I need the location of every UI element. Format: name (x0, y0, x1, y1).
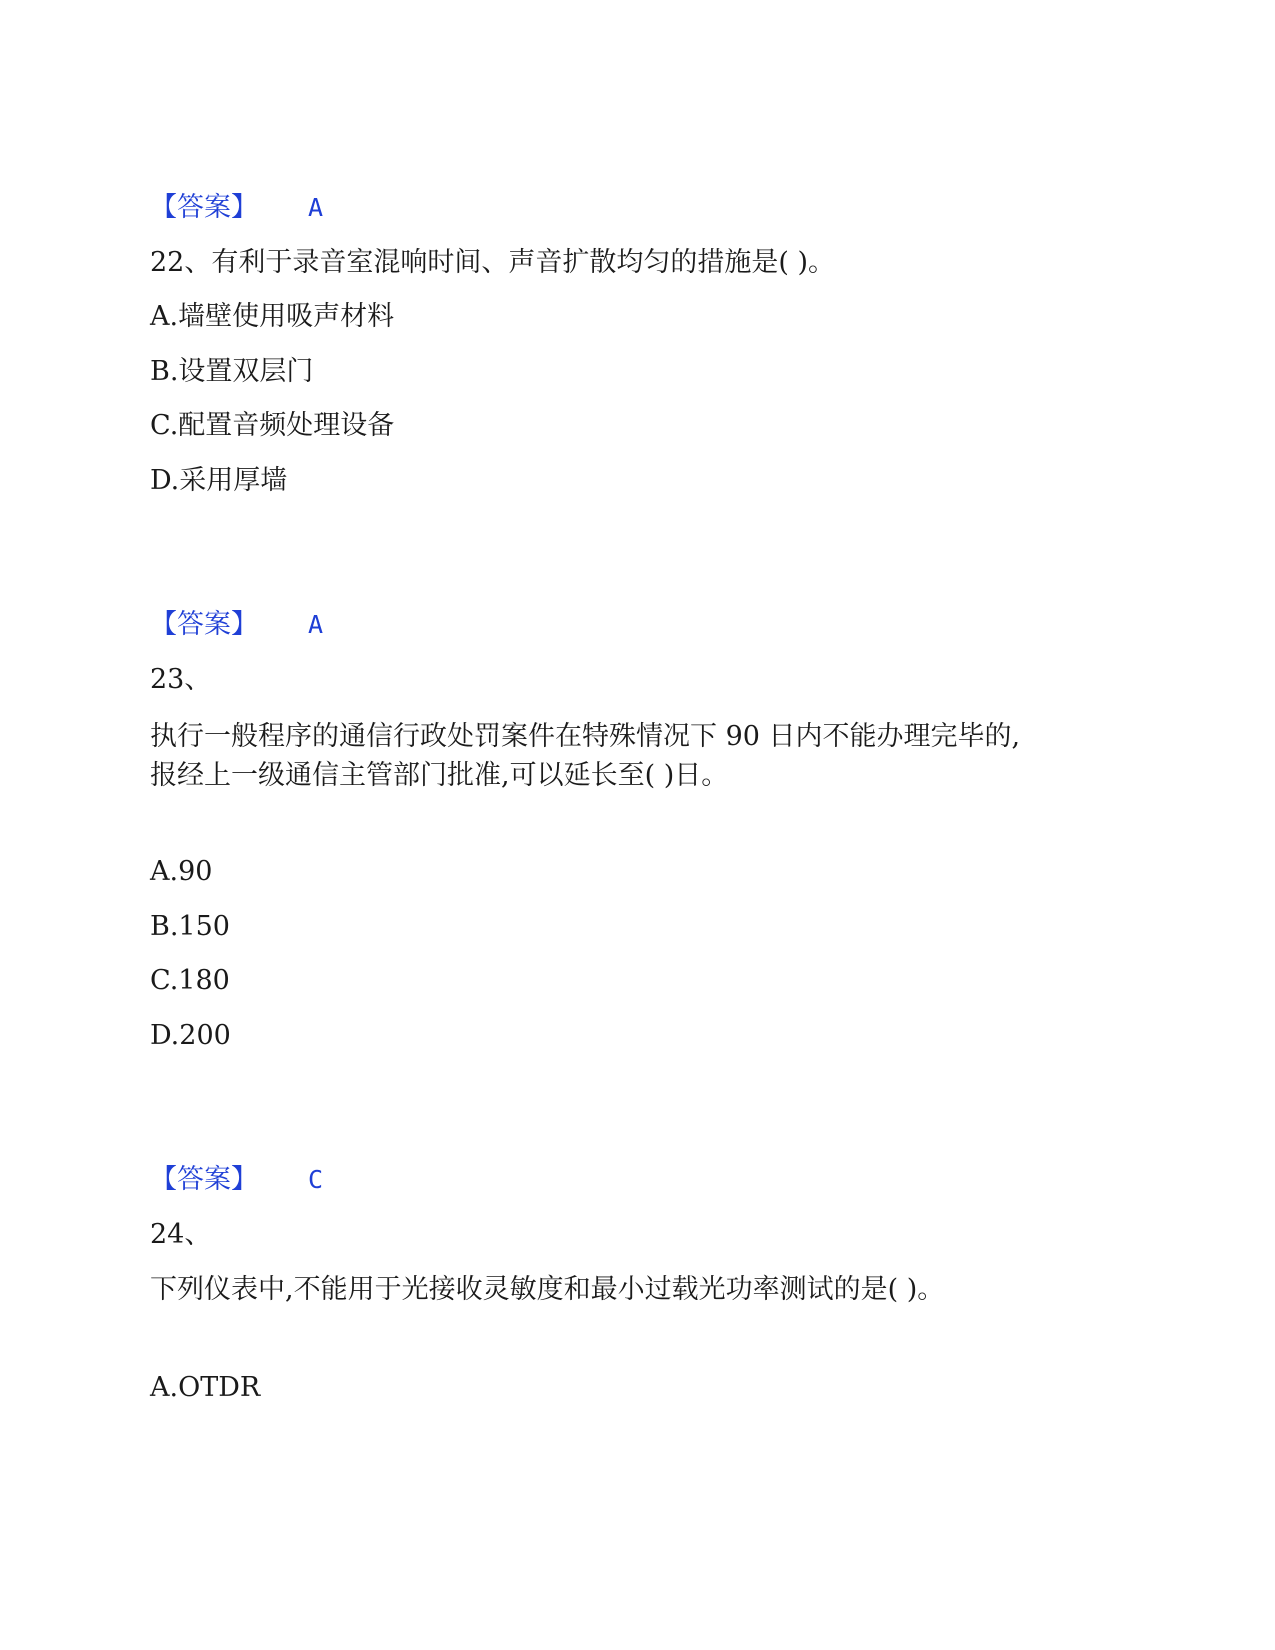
question-24-number: 24、 (150, 1219, 212, 1250)
answer-line (150, 1163, 324, 1197)
option-d: D.200 (150, 1020, 231, 1051)
option-b: B.设置双层门 (150, 356, 314, 387)
option-a: A.墙壁使用吸声材料 (150, 301, 395, 332)
answer-value: A (308, 610, 324, 639)
question-22-text: 22、有利于录音室混响时间、声音扩散均匀的措施是( )。 (150, 247, 836, 278)
option-d: D.采用厚墙 (150, 465, 288, 496)
option-a: A.90 (150, 856, 213, 887)
option-c: C.配置音频处理设备 (150, 410, 395, 441)
answer-label: 【答案】 (150, 192, 258, 223)
option-c: C.180 (150, 965, 230, 996)
question-24-stem: 下列仪表中,不能用于光接收灵敏度和最小过载光功率测试的是( )。 (150, 1274, 945, 1305)
answer-line (150, 191, 324, 225)
answer-label: 【答案】 (150, 1164, 258, 1195)
question-23-number: 23、 (150, 664, 212, 695)
answer-value: C (308, 1165, 324, 1194)
question-23-stem-line-1: 执行一般程序的通信行政处罚案件在特殊情况下 90 日内不能办理完毕的, (150, 721, 1021, 752)
option-a: A.OTDR (150, 1372, 261, 1403)
answer-value: A (308, 193, 324, 222)
option-b: B.150 (150, 911, 230, 942)
question-23-stem-line-2: 报经上一级通信主管部门批准,可以延长至( )日。 (150, 760, 729, 791)
answer-line (150, 608, 324, 642)
answer-label: 【答案】 (150, 609, 258, 640)
